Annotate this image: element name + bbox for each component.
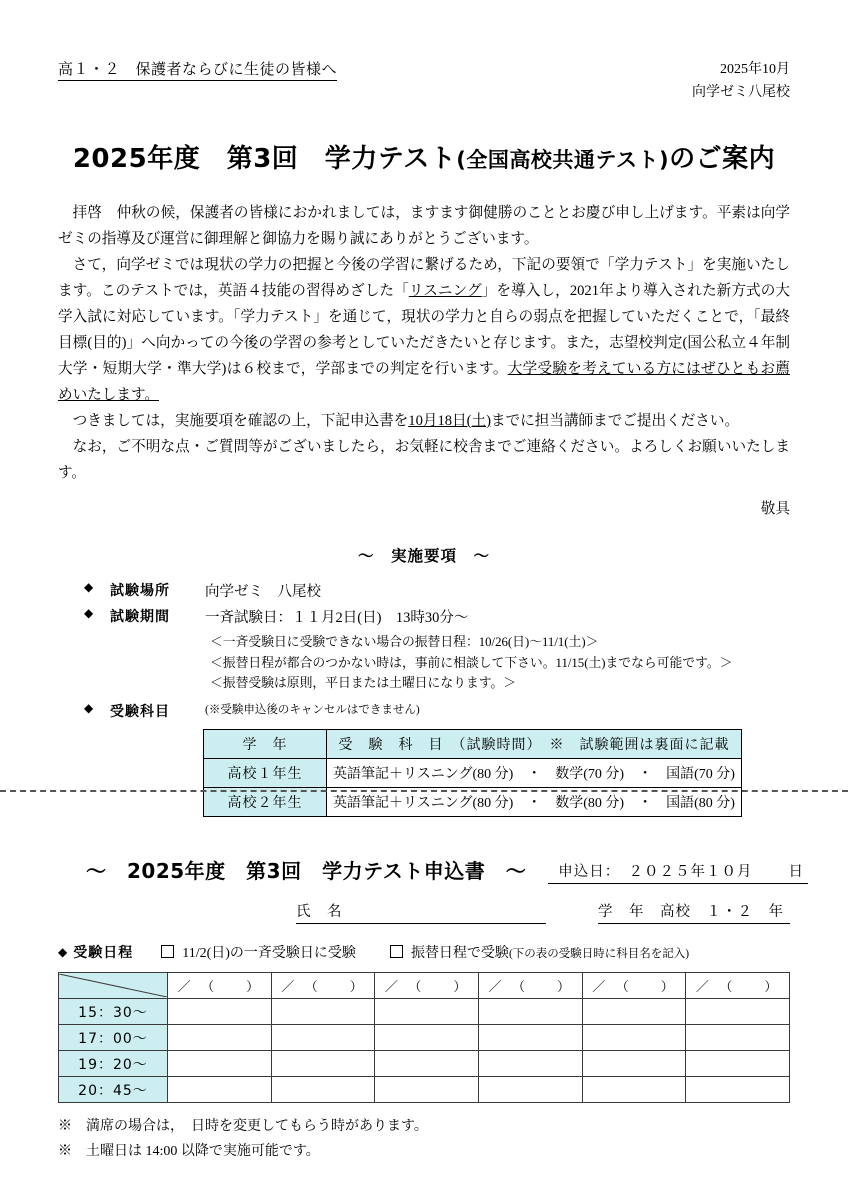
apply-date-field[interactable] [548, 860, 808, 884]
letter-p2-a: さて，向学ゼミでは現状の学力の把握と今後の学習に繋げるため，下記の要領で「学力テスト」を実施いたします。このテストでは，英語４技能の習得めざした「 [58, 257, 790, 300]
timetable-cell[interactable] [582, 1025, 686, 1051]
outline-note-1: ＜一斉受験日に受験できない場合の振替日程：10/26(日)～11/1(土)＞ [210, 634, 599, 649]
header-meta [692, 58, 790, 104]
document-header [58, 58, 790, 104]
subject-table-th-grade: 学 年 [204, 730, 327, 759]
application-form [58, 855, 805, 1164]
subject-table [203, 729, 742, 817]
cut-line-divider [0, 790, 848, 792]
letter-closing: 敬具 [760, 500, 790, 517]
form-title-row [58, 855, 805, 884]
timetable-cell[interactable] [271, 1077, 375, 1103]
subject-row-grade-2: 高校２年生 [204, 788, 327, 817]
timetable-date-slot-3[interactable]: ／ （ ） [375, 973, 479, 999]
timetable-cell[interactable] [375, 1051, 479, 1077]
timetable-date-slot-5[interactable]: ／ （ ） [582, 973, 686, 999]
outline-row-period [58, 606, 790, 627]
schedule-label: 受験日程 [73, 945, 134, 961]
page-title-suffix: のご案内 [669, 144, 776, 175]
timetable-cell[interactable] [168, 1051, 272, 1077]
letter-p3-b: までに担当講師までご提出ください。 [490, 412, 740, 429]
timetable-cell[interactable] [478, 1077, 582, 1103]
timetable-cell[interactable] [271, 1051, 375, 1077]
name-grade-row [58, 900, 790, 924]
timetable-date-slot-1[interactable]: ／ （ ） [168, 973, 272, 999]
schedule-option-makeup-note: (下の表の受験日時に科目名を記入) [508, 948, 690, 960]
timetable-cell[interactable] [375, 1025, 479, 1051]
outline-heading: ～ 実施要項 ～ [357, 546, 490, 565]
page-title [58, 138, 790, 175]
timetable-cell[interactable] [478, 1025, 582, 1051]
timetable-header-row [59, 973, 790, 999]
subject-row-grade-1: 高校１年生 [204, 759, 327, 788]
outline-note-2: ＜振替日程が都合のつかない時は，事前に相談して下さい。11/15(土)までなら可能です。＞ [210, 655, 733, 670]
timetable-cell[interactable] [375, 1077, 479, 1103]
timetable-cell[interactable] [582, 1077, 686, 1103]
outline-value-venue: 向学ゼミ 八尾校 [205, 583, 321, 600]
timetable-cell[interactable] [478, 1051, 582, 1077]
timetable-time-3: 19：20～ [59, 1051, 168, 1077]
schedule-option-regular[interactable] [161, 942, 356, 962]
timetable-cell[interactable] [168, 1025, 272, 1051]
outline-details [58, 580, 790, 817]
outline-label-venue: 試験場所 [110, 582, 170, 599]
timetable-cell[interactable] [478, 999, 582, 1025]
letter-deadline: 10月18日(土) [408, 412, 491, 429]
grade-field[interactable]: 学 年 高校 １・２ 年 [598, 900, 790, 924]
apply-date-day-unit: 日 [788, 864, 805, 880]
table-row [59, 999, 790, 1025]
letter-paragraph-3 [58, 409, 790, 435]
subject-row-subjects-1: 英語筆記＋リスニング(80 分) ・ 数学(70 分) ・ 国語(70 分) [327, 759, 742, 788]
diamond-bullet-icon: ◆ [58, 945, 68, 959]
outline-label-period: 試験期間 [110, 608, 170, 625]
outline-row-venue [58, 580, 790, 601]
table-row [204, 759, 742, 788]
letter-p2-underline-listening: リスニング [408, 283, 482, 300]
diamond-bullet-icon: ◆ [84, 579, 94, 594]
table-row [59, 1025, 790, 1051]
header-date: 2025年10月 [720, 62, 790, 77]
timetable-cell[interactable] [271, 999, 375, 1025]
timetable-cell[interactable] [686, 999, 790, 1025]
outline-row-subjects [58, 701, 790, 721]
letter-p3-a: つきましては，実施要項を確認の上，下記申込書を [72, 412, 409, 429]
timetable-time-1: 15：30～ [59, 999, 168, 1025]
footnote-2: ※ 土曜日は 14:00 以降で実施可能です。 [58, 1143, 320, 1159]
timetable-cell[interactable] [168, 999, 272, 1025]
diamond-bullet-icon: ◆ [84, 701, 94, 715]
timetable-cell[interactable] [271, 1025, 375, 1051]
diamond-bullet-icon: ◆ [84, 605, 94, 620]
page-title-main: 2025年度 第3回 学力テスト [72, 144, 457, 175]
schedule-option-makeup-label: 振替日程で受験 [410, 946, 509, 961]
checkbox-icon[interactable] [390, 945, 403, 958]
header-recipient: 高１・２ 保護者ならびに生徒の皆様へ [58, 58, 337, 81]
diagonal-line-icon [59, 974, 167, 997]
subject-table-header-row [204, 730, 742, 759]
timetable-date-slot-6[interactable]: ／ （ ） [686, 973, 790, 999]
header-school: 向学ゼミ八尾校 [692, 85, 790, 101]
letter-body [58, 201, 790, 487]
letter-paragraph-4: なお，ご不明な点・ご質問等がございましたら，お気軽に校舎までご連絡ください。よろしくお願いいたします。 [58, 438, 790, 481]
outline-label-subjects: 受験科目 [110, 704, 170, 720]
timetable-time-4: 20：45～ [59, 1077, 168, 1103]
timetable-cell[interactable] [375, 999, 479, 1025]
timetable-cell[interactable] [168, 1077, 272, 1103]
footnote-1: ※ 満席の場合は， 日時を変更してもらう時があります。 [58, 1119, 428, 1134]
checkbox-icon[interactable] [161, 945, 174, 958]
outline-cancel-note: (※受験申込後のキャンセルはできません) [205, 704, 420, 716]
schedule-timetable[interactable] [58, 972, 790, 1103]
timetable-date-slot-4[interactable]: ／ （ ） [478, 973, 582, 999]
timetable-cell[interactable] [582, 999, 686, 1025]
timetable-cell[interactable] [686, 1025, 790, 1051]
outline-value-period: 一斉試験日：１１月2日(日) 13時30分～ [205, 609, 469, 626]
table-row [59, 1077, 790, 1103]
letter-p2-underline-recommend: 大学受験を考えている方にはぜひともお薦めいたします。 [58, 361, 790, 403]
form-title: ～ 2025年度 第3回 学力テスト申込書 ～ [86, 859, 527, 883]
timetable-cell[interactable] [582, 1051, 686, 1077]
apply-date-label: 申込日： ２０２５年１０月 [558, 864, 753, 880]
timetable-corner-cell [59, 973, 168, 999]
letter-p2-b: 」を導入し，2021年より導入された新方式の大学入試に対応しています。「学力テスト」を通じて，現状の学力と自らの弱点を把握していただくことで，「最終目標(目的)」へ向かっての今後の学習の参考としていただきたいと存じます。また，志望校判定(国公私立４年制大学・短期大学・準大学)は６校まで，学部までの判定を行います。 [58, 283, 790, 377]
letter-paragraph-1: 拝啓 仲秋の候，保護者の皆様におかれましては，ますます御健勝のこととお慶び申し上げます。平素は向学ゼミの指導及び運営に御理解と御協力を賜り誠にありがとうございます。 [58, 205, 790, 248]
outline-note-3: ＜振替受験は原則，平日または土曜日になります。＞ [210, 676, 517, 691]
name-field[interactable]: 氏 名 [296, 900, 546, 924]
page-title-paren: (全国高校共通テスト) [456, 148, 670, 173]
letter-paragraph-2 [58, 253, 790, 409]
schedule-option-regular-label: 11/2(日)の一斉受験日に受験 [182, 946, 356, 961]
timetable-time-2: 17：00～ [59, 1025, 168, 1051]
subject-row-subjects-2: 英語筆記＋リスニング(80 分) ・ 数学(80 分) ・ 国語(80 分) [327, 788, 742, 817]
table-row [59, 1051, 790, 1077]
schedule-options-row [58, 942, 790, 962]
timetable-cell[interactable] [686, 1077, 790, 1103]
timetable-date-slot-2[interactable]: ／ （ ） [271, 973, 375, 999]
timetable-cell[interactable] [686, 1051, 790, 1077]
form-footnotes [58, 1115, 790, 1164]
subject-table-th-subjects: 受 験 科 目 （試験時間） ※ 試験範囲は裏面に記載 [327, 730, 742, 759]
schedule-option-makeup[interactable] [390, 942, 689, 962]
